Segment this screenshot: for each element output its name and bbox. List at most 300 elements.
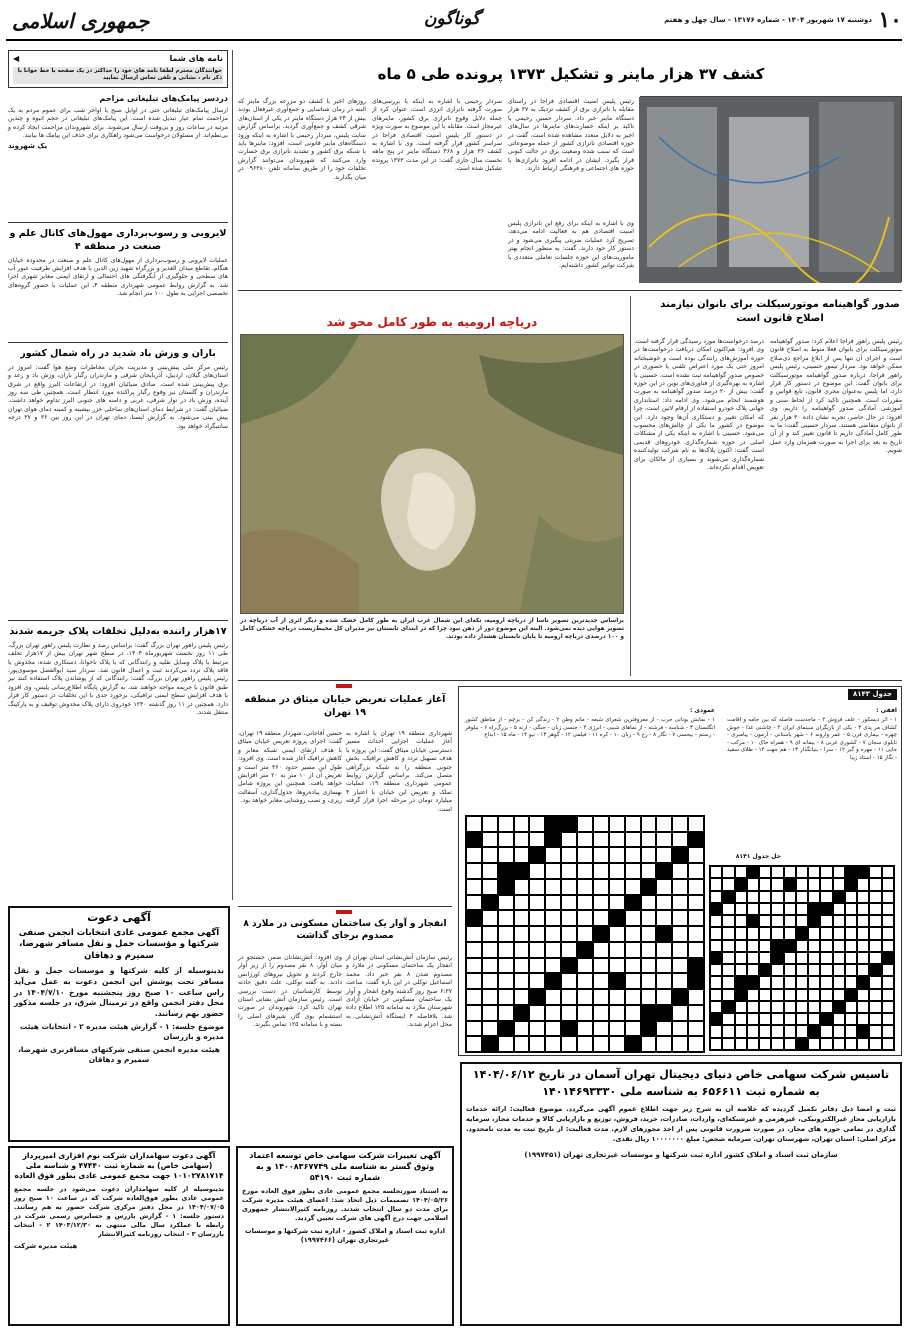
horizontal-clues-label: افقی : [876,707,897,714]
letters-section [8,50,228,152]
ad4-body: ثبت و امضا ذیل دفاتر تکمیل گردیده که خلاصه آن به شرح زیر جهت اطلاع عموم آگهی می‌گردد. موضوع فعالیت: ارائه خدمات بازاریابی مجاز غیرالکترونیکی، غیرهرمی و غیرشبکه‌ای، واردات، صادرات، خرید، فروش، توزیع و بازاریابی کالا و خدمات مجاز، سرمایه گذاری در تمامی حوزه های مجاز. در صورت ضرورت قانونی پس از اخذ مجوزهای لازم. مدت فعالیت: از تاریخ ثبت به مدت نامحدود. مرکز اصلی: استان تهران، شهرستان تهران. سرمایه شخص: مبلغ ۱۰۰۰۰۰۰۰ ریال نقدی. [466,1105,896,1143]
grid-cell [710,903,722,915]
grid-cell [845,964,857,976]
grid-cell [722,1001,734,1013]
grid-cell [498,863,514,879]
grid-cell [593,816,609,832]
crossword-section [458,686,902,1056]
grid-cell [577,973,593,989]
grid-cell [759,964,771,976]
grid-cell [808,964,820,976]
ad1-title: آگهی دعوت [87,911,151,924]
grid-cell [710,940,722,952]
grid-cell [672,832,688,848]
grid-cell [529,895,545,911]
grid-cell [529,942,545,958]
grid-cell [577,910,593,926]
grid-cell [771,927,783,939]
street-col2: حسین آقاجانی، شهردار منطقه ۱۹ تهران، گفت: اجرای پروژه تعریض خیابان میثاق با هدف ارتقای ایمنی شبکه معابر و کاهش ترافیک آغاز شده است. وی افزود: طول این مسیر حدود ۳۶۰ متر است و تعریض آن از ۱۰ متر به ۲۰ متر افزایش خواهد یافت. همچنین این پروژه شامل بهسازی پیاده‌روها، جدول‌گذاری، آسفالت ریزی، و نصب روشنایی معابر خواهد بود. [238,730,343,805]
ad4-title: تاسیس شرکت سهامی خاص دنیای دیجیتال تهران آسمان در تاریخ ۱۴۰۴/۰۶/۱۲ به شماره ثبت ۶۵۶۶۱۱ به شناسه ملی ۱۴۰۱۴۶۹۳۳۳۰ [472,1068,890,1098]
explosion-headline: انفجار و آوار یک ساختمان مسکونی در ملارد ۸ مصدوم برجای گذاشت [243,919,447,942]
grid-cell [625,958,641,974]
grid-cell [561,832,577,848]
story-plates [8,626,228,717]
grid-cell [625,863,641,879]
grid-cell [722,866,734,878]
grid-cell [577,847,593,863]
grid-cell [561,989,577,1005]
grid-cell [498,847,514,863]
grid-cell [784,1025,796,1037]
grid-cell [796,1038,808,1050]
grid-cell [820,964,832,976]
grid-cell [577,816,593,832]
grid-cell [466,926,482,942]
grid-cell [609,926,625,942]
grid-cell [656,1021,672,1037]
grid-cell [857,964,869,976]
grid-cell [845,891,857,903]
grid-cell [656,1005,672,1021]
grid-cell [545,973,561,989]
grid-cell [796,1025,808,1037]
grid-cell [672,1036,688,1052]
grid-cell [857,976,869,988]
grid-cell [482,910,498,926]
grid-cell [722,964,734,976]
grid-cell [577,879,593,895]
canal-headline: لایروبی و رسوب‌برداری مهول‌های کانال علم و صنعت در منطقه ۴ [9,228,227,252]
grid-cell [561,895,577,911]
grid-cell [498,910,514,926]
grid-cell [796,866,808,878]
grid-cell [514,1005,530,1021]
grid-cell [784,964,796,976]
grid-cell [482,926,498,942]
grid-cell [625,895,641,911]
grid-cell [625,1036,641,1052]
lead-col1: رئیس پلیس امنیت اقتصادی فراجا در راستای مقابله با ناترازی برق از کشف نزدیک به ۳۷ هزار دستگاه ماینر خبر داد. سردار حسین رحیمی با تاکید بر اینکه خسارت‌های ماینرها در سال‌های اخیر به دلایل متعدد مشاهده شده است، گفت در حوزه اقتصادی ناترازی کشور از جمله موضوعاتی است که سبب شده وضعیت برق در حالت کنونی قرار بگیرد. ایشان در ادامه افزود ناترازی‌ها با حوزه های اجتماعی و فرهنگی ارتباط دارند. [508,98,634,173]
grid-cell [609,816,625,832]
grid-cell [796,940,808,952]
grid-cell [808,989,820,1001]
grid-cell [857,1038,869,1050]
rain-headline: باران و وزش باد شدید در راه شمال کشور [20,348,216,359]
grid-cell [710,1013,722,1025]
grid-cell [609,1021,625,1037]
grid-cell [688,1021,704,1037]
grid-cell [710,1001,722,1013]
grid-cell [672,879,688,895]
grid-cell [482,942,498,958]
grid-cell [869,903,881,915]
grid-cell [784,866,796,878]
ad2-body: بدینوسیله از کلیه سهامداران دعوت می‌شود در جلسه مجمع عمومی عادی بطور فوق‌العاده شرکت که در ساعت ۱۰ صبح روز ۱۴۰۴/۰۷/۰۵ در محل دفتر مرکزی شرکت حضور به هم رسانند. دستور جلسه: ۱ - گزارش بازرس و حسابرس رسمی شرکت در رابطه با عملکرد سال مالی منتهی به ۱۴۰۳/۱۲/۳۰ ۲ - انتخاب بازرسان ۳ - انتخاب روزنامه کثیرالانتشار [14,1185,224,1239]
grid-cell [672,926,688,942]
grid-cell [833,891,845,903]
grid-cell [561,1005,577,1021]
grid-cell [771,964,783,976]
grid-cell [771,1013,783,1025]
grid-cell [771,878,783,890]
grid-cell [625,1021,641,1037]
grid-cell [593,910,609,926]
grid-cell [735,1025,747,1037]
grid-cell [833,915,845,927]
grid-cell [561,816,577,832]
grid-cell [710,964,722,976]
grid-cell [759,927,771,939]
grid-cell [808,940,820,952]
grid-cell [759,878,771,890]
grid-cell [593,832,609,848]
grid-cell [656,989,672,1005]
grid-cell [688,879,704,895]
grid-cell [857,952,869,964]
grid-cell [771,903,783,915]
grid-cell [771,866,783,878]
grid-cell [808,903,820,915]
grid-cell [688,973,704,989]
grid-cell [747,1001,759,1013]
explosion-col2: وی افزود: آتش‌نشانان ضمن جستجو در میان آوار، ۸ نفر مصدوم را از زیر آوار خارج کردند و تحویل نیروهای اورژانس دادند. به گفته توکلی، علت دقیق حادثه توسط کارشناسان در دست بررسی است. رئیس سازمان آتش نشانی استان تهران تاکید کرد: شهروندان در صورت استشمام بوی گاز، شیرهای اصلی را بسته و با سامانه ۱۲۵ تماس بگیرند. [238,954,342,1029]
grid-cell [514,926,530,942]
grid-cell [545,910,561,926]
grid-cell [609,910,625,926]
grid-cell [514,847,530,863]
satellite-graphic [240,335,623,614]
grid-cell [641,895,657,911]
grid-cell [688,847,704,863]
grid-cell [722,940,734,952]
grid-cell [759,1001,771,1013]
grid-cell [688,1005,704,1021]
grid-cell [466,910,482,926]
street-col1: شهرداری منطقه ۱۹ تهران با اشاره به آغاز عملیات اجرایی احداث مسیر دسترسی خیابان میثاق گفت: این پروژه با هدف تسهیل تردد و کاهش ترافیک، بخش جنوبی منطقه را به شبکه بزرگراهی متصل می‌کند. براساس گزارش روابط عمومی شهرداری منطقه ۱۹، عملیات تملک و تعریض این خیابان با اعتبار ۴ میلیارد تومان در مرحله اجرا قرار گرفته است. [346,730,452,813]
letters-title: نامه های شما [169,54,223,63]
grid-cell [545,989,561,1005]
grid-cell [882,866,894,878]
grid-cell [857,878,869,890]
grid-cell [577,863,593,879]
grid-cell [514,910,530,926]
ad-shareholders-box [8,1146,230,1326]
grid-cell [882,1038,894,1050]
grid-cell [845,1038,857,1050]
grid-cell [808,976,820,988]
grid-cell [466,879,482,895]
grid-cell [771,1025,783,1037]
grid-cell [869,989,881,1001]
grid-cell [820,927,832,939]
grid-cell [466,1021,482,1037]
grid-cell [833,927,845,939]
grid-cell [796,915,808,927]
grid-cell [820,903,832,915]
grid-cell [593,926,609,942]
grid-cell [882,878,894,890]
motor-col2: درصد درخواست‌ها مورد رسیدگی قرار گرفته است. وی افزود: هم‌اکنون امکان دریافت درخواست‌ها در حوزه آموزش‌های رانندگی بوده است و خوشبختانه امروز حتی یک مورد اعتراض تلفنی یا حضوری در خصوص صدور گواهینامه ثبت نشده است. حسینی با اشاره به بهره‌گیری از فناوری‌های نوین در این حوزه گفت: بیش از ۲۰ درصد صدور گواهینامه به صورت هوشمند انجام می‌شود. وی ادامه داد: استانداری جهانی پلاک خودرو استفاده از ارقام لاتین است، چرا که امکان تغییر و دستکاری آن‌ها وجود دارد. این موضوع در کشور ما یکی از چالش‌های محسوب می‌شود. حسینی با اشاره به اینکه یکی از مشکلات اصلی در حوزه شماره‌گذاری خودروهای قدیمی است گفت: اکنون پلاک‌ها به نام شرکت تولیدکننده شماره‌گذاری می‌شوند و بسیاری از مالکان برای تعویض اقدام نکرده‌اند. [634,338,764,472]
grid-cell [771,1038,783,1050]
grid-cell [845,878,857,890]
grid-cell [722,976,734,988]
grid-cell [735,989,747,1001]
grid-cell [514,832,530,848]
grid-cell [869,915,881,927]
grid-cell [529,1005,545,1021]
grid-cell [833,1025,845,1037]
grid-cell [545,1036,561,1052]
grid-cell [498,832,514,848]
grid-cell [857,915,869,927]
grid-cell [514,973,530,989]
grid-cell [641,1021,657,1037]
grid-cell [625,847,641,863]
grid-cell [609,847,625,863]
grid-cell [845,915,857,927]
ad1-signature: هیئت مدیره انجمن صنفی شرکتهای مسافربری شهرضا، سمیرم و دهاقان [18,1045,220,1065]
grid-cell [882,903,894,915]
grid-cell [482,863,498,879]
grid-cell [609,942,625,958]
grid-cell [466,942,482,958]
grid-cell [641,973,657,989]
grid-cell [561,847,577,863]
section-title: گوناگون [424,9,481,29]
grid-cell [577,942,593,958]
grid-cell [710,1038,722,1050]
ad1-subtitle: آگهی مجمع عمومی عادی انتخابات انجمن صنفی شرکتها و مؤسسات حمل و نقل مسافر شهرضا، سمیرم و دهاقان [18,927,220,961]
grid-cell [710,976,722,988]
grid-cell [833,952,845,964]
grid-cell [820,976,832,988]
grid-cell [735,927,747,939]
explosion-col1: رئیس سازمان آتش‌نشانی استان تهران از انفجار یک ساختمان مسکونی در ملارد و مصدوم شدن ۸ نفر خبر داد. محمد اسماعیل توکلی در این باره گفت: ساعت ۶:۳۷ صبح روز گذشته وقوع انفجار و آوار یک ساختمان مسکونی در خیابان آزادی شهرستان ملارد به سامانه ۱۲۵ اطلاع داده شد. بلافاصله ۴ ایستگاه آتش‌نشانی به محل اعزام شدند. [346,954,452,1029]
grid-cell [735,878,747,890]
grid-cell [845,952,857,964]
urmia-headline: دریاچه ارومیه به طور کامل محو شد [326,315,538,329]
grid-cell [820,952,832,964]
grid-cell [710,927,722,939]
grid-cell [710,878,722,890]
grid-cell [796,976,808,988]
grid-cell [808,1013,820,1025]
grid-cell [688,1036,704,1052]
grid-cell [796,952,808,964]
grid-cell [656,879,672,895]
grid-cell [808,866,820,878]
grid-cell [529,958,545,974]
grid-cell [845,866,857,878]
grid-cell [641,942,657,958]
grid-cell [656,958,672,974]
grid-cell [771,989,783,1001]
grid-cell [784,1001,796,1013]
ad1-agenda: موضوع جلسه: ۱ - گزارش هیئت مدیره ۲ - انتخابات هیئت مدیره و بازرسان [19,1022,224,1042]
grid-cell [625,989,641,1005]
grid-cell [808,915,820,927]
grid-cell [529,973,545,989]
grid-cell [688,942,704,958]
grid-cell [545,847,561,863]
grid-cell [656,832,672,848]
grid-cell [529,1036,545,1052]
grid-cell [735,976,747,988]
grid-cell [498,958,514,974]
grid-cell [796,927,808,939]
grid-cell [529,910,545,926]
grid-cell [833,1001,845,1013]
grid-cell [625,1005,641,1021]
newspaper-logo: جمهوری اسلامی [12,9,150,33]
grid-cell [710,952,722,964]
grid-cell [771,891,783,903]
page-number: ۱۰ [878,7,902,33]
grid-cell [514,863,530,879]
grid-cell [466,958,482,974]
grid-cell [688,816,704,832]
miners-photo-graphic [639,97,901,283]
grid-cell [845,989,857,1001]
grid-cell [561,926,577,942]
grid-cell [820,1025,832,1037]
grid-cell [609,832,625,848]
grid-cell [498,1021,514,1037]
grid-cell [577,989,593,1005]
grid-cell [820,1001,832,1013]
grid-cell [759,866,771,878]
grid-cell [845,903,857,915]
grid-cell [735,964,747,976]
grid-cell [735,1038,747,1050]
grid-cell [466,1036,482,1052]
grid-cell [498,989,514,1005]
grid-cell [466,832,482,848]
grid-cell [656,942,672,958]
grid-cell [796,891,808,903]
grid-cell [656,847,672,863]
miners-photo [640,96,902,282]
grid-cell [672,816,688,832]
grid-cell [820,891,832,903]
grid-cell [577,895,593,911]
grid-cell [722,989,734,1001]
street-headline: آغاز عملیات تعریض خیابان میثاق در منطقه ۱۹ تهران [244,694,446,718]
grid-cell [545,1021,561,1037]
urmia-caption: براساس جدیدترین تصویر ناسا از دریاچه ارومیه، تکه‌ای این شمال غرب ایران به طور کامل خشک شده و دیگر اثری از آب دریاچه در تصویر هوایی دیده نمی‌شود. البته این موضوع دور از ذهن نبود چرا که در ابتدای تابستان نیز مدیران کل محیط‌زیست دریاچه خشکی کامل و ۱۰۰ درصدی دریاچه ارومیه تا پایان تابستان هشدار داده بودند. [240,618,624,640]
grid-cell [656,863,672,879]
grid-cell [593,1005,609,1021]
ad3-title: آگهی تغییرات شرکت سهامی خاص توسعه اعتماد وثوق گستر به شناسه ملی ۱۴۰۰۸۳۶۷۷۴۹ و به شماره ثبت ۵۴۱۹۰ [249,1151,441,1182]
grid-cell [845,927,857,939]
letter1-title: دردسر پیامک‌های تبلیغاتی مزاحم [99,93,228,103]
grid-cell [672,1005,688,1021]
grid-cell [833,964,845,976]
grid-cell [833,1013,845,1025]
grid-cell [845,940,857,952]
grid-cell [672,989,688,1005]
grid-cell [609,863,625,879]
grid-cell [482,1005,498,1021]
grid-cell [735,891,747,903]
grid-cell [482,832,498,848]
grid-cell [735,915,747,927]
grid-cell [857,940,869,952]
ad-changes-box [236,1146,454,1326]
grid-cell [656,895,672,911]
grid-cell [641,989,657,1005]
grid-cell [529,816,545,832]
story-canal [8,228,228,299]
grid-cell [625,879,641,895]
grid-cell [482,989,498,1005]
grid-cell [869,976,881,988]
grid-cell [498,942,514,958]
grid-cell [759,1013,771,1025]
grid-cell [882,1001,894,1013]
grid-cell [498,973,514,989]
grid-cell [577,1005,593,1021]
grid-cell [747,1038,759,1050]
grid-cell [625,942,641,958]
grid-cell [609,1036,625,1052]
grid-cell [466,847,482,863]
grid-cell [593,973,609,989]
grid-cell [593,863,609,879]
grid-cell [688,863,704,879]
grid-cell [688,958,704,974]
motor-headline: صدور گواهینامه موتورسیکلت برای بانوان نیازمند اصلاح قانون است [660,299,900,324]
grid-cell [545,1005,561,1021]
grid-cell [710,891,722,903]
grid-cell [482,1021,498,1037]
grid-cell [482,879,498,895]
grid-cell [869,927,881,939]
ad-establishment-box [460,1062,902,1326]
grid-cell [561,973,577,989]
grid-cell [759,952,771,964]
grid-cell [808,1001,820,1013]
grid-cell [545,958,561,974]
grid-cell [561,1021,577,1037]
grid-cell [857,903,869,915]
grid-cell [561,863,577,879]
grid-cell [672,1021,688,1037]
grid-cell [857,866,869,878]
grid-cell [722,952,734,964]
grid-cell [722,927,734,939]
grid-cell [625,926,641,942]
grid-cell [747,915,759,927]
grid-cell [514,942,530,958]
grid-cell [833,878,845,890]
grid-cell [672,910,688,926]
grid-cell [577,832,593,848]
grid-cell [514,895,530,911]
grid-cell [796,964,808,976]
grid-cell [747,927,759,939]
grid-cell [466,989,482,1005]
grid-cell [641,958,657,974]
grid-cell [514,989,530,1005]
grid-cell [593,1021,609,1037]
grid-cell [784,1013,796,1025]
grid-cell [869,1038,881,1050]
grid-cell [735,1013,747,1025]
grid-cell [759,940,771,952]
grid-cell [641,863,657,879]
grid-cell [641,879,657,895]
